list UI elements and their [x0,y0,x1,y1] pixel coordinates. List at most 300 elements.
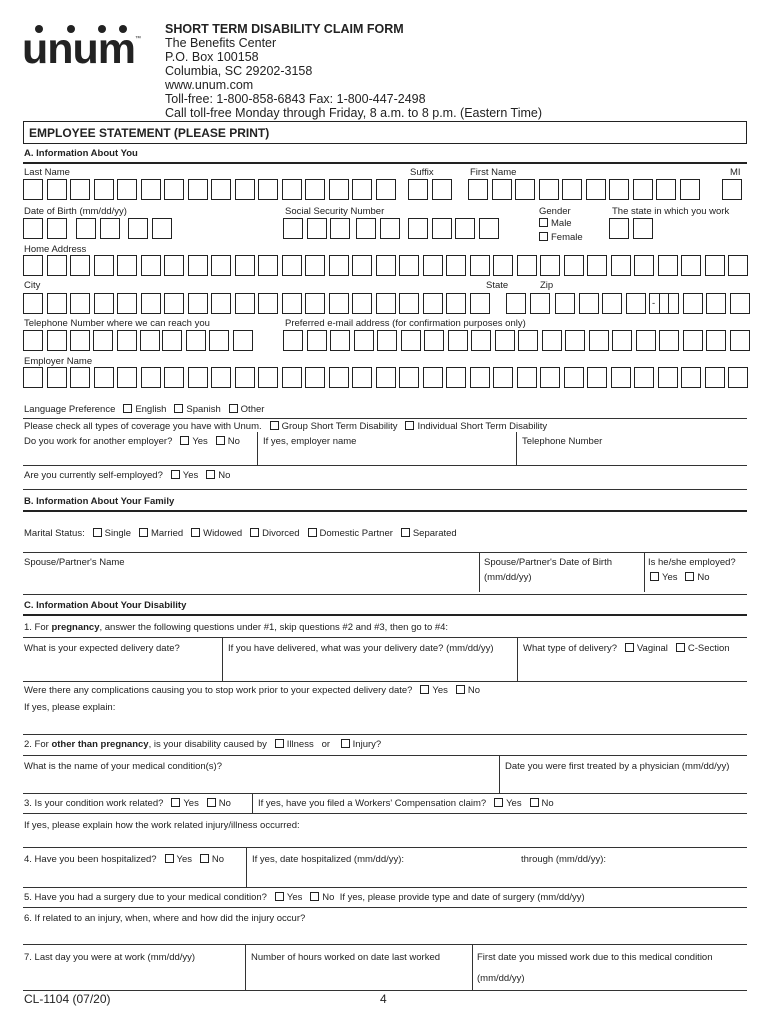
male-checkbox[interactable] [539,218,548,227]
character-box[interactable] [681,255,701,276]
character-box[interactable] [609,218,629,239]
character-box[interactable] [47,330,67,351]
character-box[interactable] [579,293,599,314]
character-box[interactable] [47,179,67,200]
character-box[interactable] [354,330,374,351]
dob-month-boxes[interactable] [23,218,70,239]
character-box[interactable] [117,367,137,388]
mi-box[interactable] [722,179,746,200]
character-box[interactable] [94,255,114,276]
character-box[interactable] [401,330,421,351]
character-box[interactable] [656,179,676,200]
character-box[interactable] [564,255,584,276]
injury-text: Injury? [352,739,382,750]
character-box[interactable] [681,367,701,388]
character-box[interactable] [23,179,43,200]
ssn-part3-boxes[interactable] [408,218,502,239]
condition-name-label: What is the name of your medical condition(s)? [24,761,223,772]
character-box[interactable] [455,218,475,239]
character-box[interactable] [162,330,182,351]
no-text: No [211,854,225,865]
character-box[interactable] [93,330,113,351]
q1-prefix: 1. For [24,622,52,633]
character-box[interactable] [683,330,703,351]
phone-area-boxes[interactable] [23,330,94,351]
character-box[interactable] [23,293,43,314]
english-checkbox[interactable] [123,404,132,413]
spouse-name-label: Spouse/Partner's Name [24,557,125,568]
q2-prefix: 2. For [24,739,52,750]
character-box[interactable] [470,255,490,276]
divider [252,793,253,813]
character-box[interactable] [722,179,742,200]
question-7: 7. Last day you were at work (mm/dd/yy) [24,952,196,963]
divider [23,887,747,888]
character-box[interactable] [188,255,208,276]
character-box[interactable] [705,255,725,276]
character-box[interactable] [706,330,726,351]
character-box[interactable] [470,367,490,388]
email-boxes[interactable] [283,330,753,351]
character-box[interactable] [493,367,513,388]
character-box[interactable] [587,367,607,388]
character-box[interactable] [305,255,325,276]
character-box[interactable] [611,255,631,276]
character-box[interactable] [589,330,609,351]
q2-suffix: , is your disability caused by [148,739,267,750]
domestic-partner-checkbox[interactable] [308,528,317,537]
character-box[interactable] [424,330,444,351]
separated-checkbox[interactable] [401,528,410,537]
character-box[interactable] [609,179,629,200]
character-box[interactable] [211,367,231,388]
character-box[interactable] [399,255,419,276]
dob-day-boxes[interactable] [76,218,123,239]
character-box[interactable] [164,367,184,388]
character-box[interactable] [376,293,396,314]
character-box[interactable] [506,293,526,314]
divider [644,552,645,592]
ssn-part2-boxes[interactable] [356,218,403,239]
employer-phone-label: Telephone Number [522,436,603,447]
character-box[interactable] [117,293,137,314]
character-box[interactable] [258,179,278,200]
character-box[interactable] [555,293,575,314]
character-box[interactable] [70,367,90,388]
character-box[interactable] [188,179,208,200]
character-box[interactable] [706,293,726,314]
character-box[interactable] [540,255,560,276]
address-line-3: Columbia, SC 29202-3158 [165,64,313,78]
widowed-checkbox[interactable] [191,528,200,537]
character-box[interactable] [376,179,396,200]
character-box[interactable] [658,367,678,388]
character-box[interactable] [23,367,43,388]
character-box[interactable] [471,330,491,351]
character-box[interactable] [329,367,349,388]
character-box[interactable] [587,255,607,276]
character-box[interactable] [515,179,535,200]
character-box[interactable] [307,330,327,351]
q3-label: 3. Is your condition work related? [24,798,164,809]
character-box[interactable] [730,330,750,351]
divider [23,637,747,638]
character-box[interactable] [283,218,303,239]
divider [23,510,747,512]
character-box[interactable] [659,330,679,351]
character-box[interactable] [152,218,172,239]
character-box[interactable] [432,179,452,200]
character-box[interactable] [305,293,325,314]
domestic-partner-text: Domestic Partner [319,528,393,539]
no-text: No [227,436,240,447]
self-employed-no-checkbox[interactable] [206,470,215,479]
no-text: No [467,685,480,696]
suffix-label: Suffix [410,167,434,178]
character-box[interactable] [164,255,184,276]
character-box[interactable] [728,367,748,388]
character-box[interactable] [70,179,90,200]
character-box[interactable] [377,330,397,351]
character-box[interactable] [586,179,606,200]
character-box[interactable] [164,293,184,314]
character-box[interactable] [680,179,700,200]
injury-checkbox[interactable] [341,739,350,748]
gender-male-option [539,218,572,229]
character-box[interactable] [329,179,349,200]
character-box[interactable] [47,255,67,276]
complications-no-checkbox[interactable] [456,685,465,694]
character-box[interactable] [562,179,582,200]
question-3 [24,798,231,809]
section-b-title: B. Information About Your Family [24,496,175,507]
spanish-checkbox[interactable] [174,404,183,413]
telephone-label: Telephone Number where we can reach you [24,318,210,329]
city-label: City [24,280,41,291]
character-box[interactable] [258,367,278,388]
character-box[interactable] [258,255,278,276]
divider [23,755,747,756]
character-box[interactable] [564,367,584,388]
character-box[interactable] [530,293,550,314]
female-checkbox[interactable] [539,232,548,241]
complications-explain-label: If yes, please explain: [24,702,116,713]
married-text: Married [150,528,184,539]
character-box[interactable] [468,179,488,200]
character-box[interactable] [329,293,349,314]
character-box[interactable] [352,255,372,276]
zip-dash: - [652,298,656,309]
character-box[interactable] [542,330,562,351]
character-box[interactable] [70,330,90,351]
character-box[interactable] [408,218,428,239]
group-std-checkbox[interactable] [270,421,279,430]
ssn-part1-boxes[interactable] [283,218,354,239]
character-box[interactable] [258,293,278,314]
first-missed-label: First date you missed work due to this medical condition [477,952,713,963]
character-box[interactable] [233,330,253,351]
last-name-boxes[interactable] [23,179,399,200]
character-box[interactable] [658,255,678,276]
character-box[interactable] [448,330,468,351]
character-box[interactable] [611,367,631,388]
home-address-boxes[interactable] [23,255,752,276]
website: www.unum.com [165,78,254,92]
character-box[interactable] [23,218,43,239]
character-box[interactable] [141,293,161,314]
divorced-checkbox[interactable] [250,528,259,537]
character-box[interactable] [376,255,396,276]
character-box[interactable] [730,293,750,314]
character-box[interactable] [235,367,255,388]
character-box[interactable] [376,367,396,388]
surgery-no-checkbox[interactable] [310,892,319,901]
delivered-date-label: If you have delivered, what was your delivery date? (mm/dd/yy) [228,643,494,654]
spanish-text: Spanish [186,404,221,415]
surgery-if-yes-label: If yes, please provide type and date of surgery (mm/dd/yy) [339,892,585,903]
expected-delivery-label: What is your expected delivery date? [24,643,180,654]
character-box[interactable] [423,255,443,276]
dob-year-boxes[interactable] [128,218,175,239]
character-box[interactable] [141,367,161,388]
self-employed-yes-checkbox[interactable] [171,470,180,479]
another-employer-row [24,436,240,447]
spouse-employed-yes-checkbox[interactable] [650,572,659,581]
character-box[interactable] [633,179,653,200]
character-box[interactable] [100,218,120,239]
divider [499,755,500,793]
section-a-title: A. Information About You [24,148,138,159]
character-box[interactable] [399,293,419,314]
employer-name-boxes[interactable] [23,367,752,388]
first-name-label: First Name [470,167,517,178]
spouse-dob-format: (mm/dd/yy) [484,572,532,583]
phone-line-boxes[interactable] [162,330,256,351]
self-employed-row [24,470,230,481]
character-box[interactable] [330,218,350,239]
complications-yes-checkbox[interactable] [420,685,429,694]
character-box[interactable] [94,293,114,314]
character-box[interactable] [602,293,622,314]
csection-checkbox[interactable] [676,643,685,652]
character-box[interactable] [305,367,325,388]
divider [23,614,747,616]
character-box[interactable] [446,367,466,388]
work-state-boxes[interactable] [609,218,656,239]
language-label: Language Preference [24,404,116,415]
workers-comp-no-checkbox[interactable] [530,798,539,807]
character-box[interactable] [517,255,537,276]
another-employer-no-checkbox[interactable] [216,436,225,445]
character-box[interactable] [565,330,585,351]
workers-comp-label: If yes, have you filed a Workers' Compensation claim? [258,798,487,809]
q1-suffix: , answer the following questions under #1, skip questions #2 and #3, then go to #4: [99,622,449,633]
spouse-employed-no-checkbox[interactable] [685,572,694,581]
statement-title: EMPLOYEE STATEMENT (PLEASE PRINT) [29,126,270,140]
character-box[interactable] [634,255,654,276]
individual-std-checkbox[interactable] [405,421,414,430]
another-employer-label: Do you work for another employer? [24,436,173,447]
character-box[interactable] [493,255,513,276]
character-box[interactable] [352,179,372,200]
character-box[interactable] [329,255,349,276]
suffix-boxes[interactable] [408,179,455,200]
spouse-employed-options [650,572,710,583]
hospitalized-yes-checkbox[interactable] [165,854,174,863]
character-box[interactable] [307,218,327,239]
employer-name-label: Employer Name [24,356,93,367]
character-box[interactable] [399,367,419,388]
character-box[interactable] [518,330,538,351]
yes-text: Yes [432,685,448,696]
single-checkbox[interactable] [93,528,102,537]
character-box[interactable] [380,218,400,239]
character-box[interactable] [23,255,43,276]
character-box[interactable] [492,179,512,200]
character-box[interactable] [211,179,231,200]
another-employer-yes-checkbox[interactable] [180,436,189,445]
city-boxes[interactable] [23,293,493,314]
character-box[interactable] [446,255,466,276]
divider [245,944,246,990]
character-box[interactable] [479,218,499,239]
illness-checkbox[interactable] [275,739,284,748]
yes-text: Yes [183,798,199,809]
character-box[interactable] [47,367,67,388]
vaginal-checkbox[interactable] [625,643,634,652]
character-box[interactable] [283,330,303,351]
statement-title-box [23,121,747,144]
character-box[interactable] [209,330,229,351]
character-box[interactable] [495,330,515,351]
character-box[interactable] [659,293,679,314]
ssn-label: Social Security Number [285,206,385,217]
character-box[interactable] [141,179,161,200]
character-box[interactable] [330,330,350,351]
character-box[interactable] [540,367,560,388]
yes-text: Yes [662,572,678,583]
surgery-yes-checkbox[interactable] [275,892,284,901]
divider [23,990,747,991]
character-box[interactable] [423,367,443,388]
character-box[interactable] [282,367,302,388]
character-box[interactable] [634,367,654,388]
character-box[interactable] [352,367,372,388]
divider [23,489,747,490]
question-5 [24,892,585,903]
english-text: English [135,404,167,415]
q2-bold: other than pregnancy [51,739,149,750]
spouse-employed-label: Is he/she employed? [648,557,736,568]
character-box[interactable] [408,179,428,200]
character-box[interactable] [47,293,67,314]
work-related-yes-checkbox[interactable] [171,798,180,807]
character-box[interactable] [446,293,466,314]
character-box[interactable] [140,330,160,351]
character-box[interactable] [352,293,372,314]
character-box[interactable] [683,293,703,314]
character-box[interactable] [235,293,255,314]
dob-label: Date of Birth (mm/dd/yy) [24,206,127,217]
logo-wordmark: unum [22,25,136,73]
character-box[interactable] [517,367,537,388]
character-box[interactable] [432,218,452,239]
character-box[interactable] [188,293,208,314]
married-checkbox[interactable] [139,528,148,537]
character-box[interactable] [636,330,656,351]
character-box[interactable] [705,367,725,388]
section-c-title: C. Information About Your Disability [24,600,187,611]
q1-bold: pregnancy [51,622,100,633]
first-name-boxes[interactable] [468,179,703,200]
character-box[interactable] [626,293,646,314]
page-number: 4 [380,992,387,1006]
character-box[interactable] [282,179,302,200]
workers-comp-yes-checkbox[interactable] [494,798,503,807]
character-box[interactable] [47,218,67,239]
work-related-no-checkbox[interactable] [207,798,216,807]
work-related-explain-label: If yes, please explain how the work related injury/illness occurred: [24,820,300,831]
character-box[interactable] [186,330,206,351]
hospitalized-date-label: If yes, date hospitalized (mm/dd/yy): [252,854,405,865]
phone-prefix-boxes[interactable] [93,330,164,351]
gender-female-option [539,232,583,243]
character-box[interactable] [633,218,653,239]
divider [472,944,473,990]
divider [479,552,480,592]
state-boxes[interactable] [506,293,553,314]
character-box[interactable] [76,218,96,239]
character-box[interactable] [188,367,208,388]
character-box[interactable] [128,218,148,239]
character-box[interactable] [117,255,137,276]
character-box[interactable] [235,255,255,276]
email-label: Preferred e-mail address (for confirmation purposes only) [285,318,526,329]
character-box[interactable] [282,293,302,314]
character-box[interactable] [94,367,114,388]
yes-text: Yes [182,470,199,481]
character-box[interactable] [423,293,443,314]
other-language-checkbox[interactable] [229,404,238,413]
character-box[interactable] [356,218,376,239]
character-box[interactable] [305,179,325,200]
character-box[interactable] [164,179,184,200]
character-box[interactable] [70,255,90,276]
hospitalized-no-checkbox[interactable] [200,854,209,863]
no-text: No [218,470,231,481]
character-box[interactable] [282,255,302,276]
divider [517,637,518,681]
character-box[interactable] [23,330,43,351]
character-box[interactable] [117,179,137,200]
character-box[interactable] [235,179,255,200]
character-box[interactable] [117,330,137,351]
character-box[interactable] [211,293,231,314]
character-box[interactable] [470,293,490,314]
coverage-label: Please check all types of coverage you have with Unum. [24,421,262,432]
character-box[interactable] [141,255,161,276]
separated-text: Separated [412,528,457,539]
character-box[interactable] [612,330,632,351]
delivery-type-label: What type of delivery? [523,643,617,654]
zip-ext-boxes[interactable] [659,293,753,314]
character-box[interactable] [211,255,231,276]
character-box[interactable] [70,293,90,314]
character-box[interactable] [539,179,559,200]
csection-text: C-Section [687,643,730,654]
character-box[interactable] [94,179,114,200]
character-box[interactable] [728,255,748,276]
